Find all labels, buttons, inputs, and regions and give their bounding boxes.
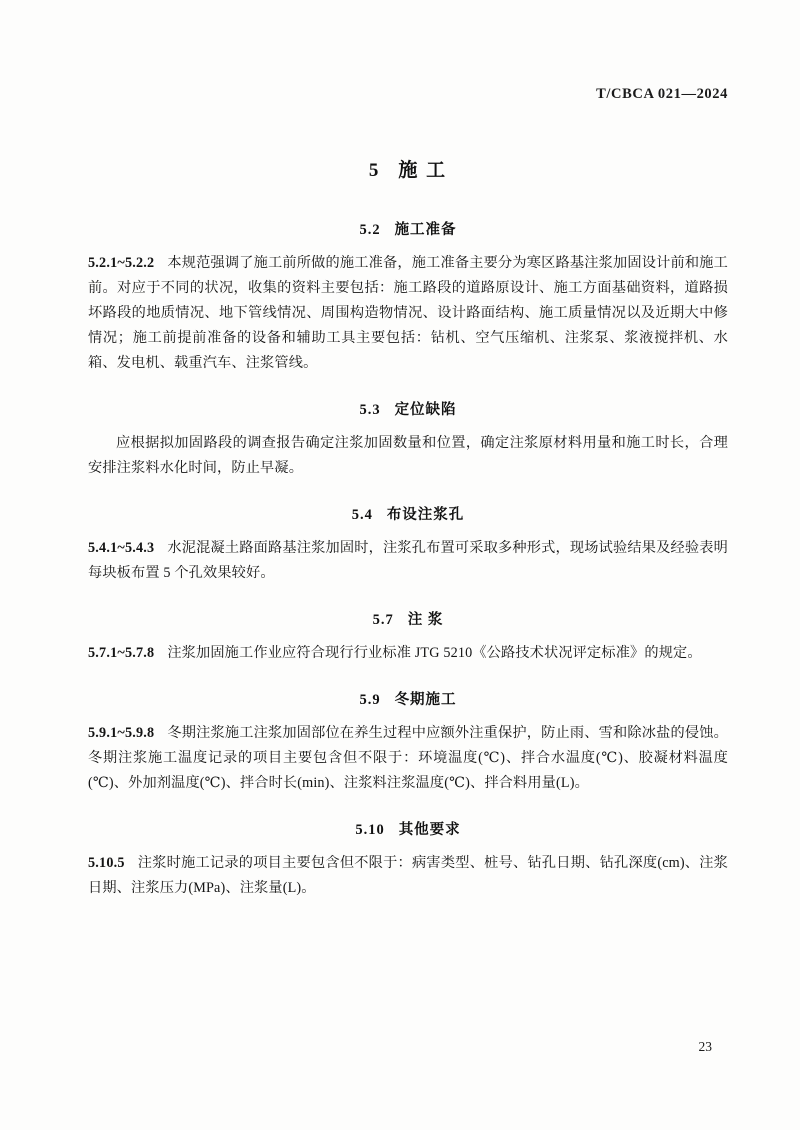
clause-number: 5.2.1~5.2.2 (88, 255, 155, 271)
running-header: T/CBCA 021—2024 (596, 86, 728, 102)
paragraph-text: 水泥混凝土路面路基注浆加固时，注浆孔布置可采取多种形式，现场试验结果及经验表明每块板布置 5 个孔效果较好。 (88, 540, 728, 581)
section-heading (88, 218, 728, 239)
section-title-text: 其他要求 (398, 822, 461, 838)
clause-number: 5.7.1~5.7.8 (88, 645, 155, 661)
section-title-text: 施工准备 (394, 222, 457, 238)
paragraph-text: 本规范强调了施工前所做的施工准备，施工准备主要分为寒区路基注浆加固设计前和施工前。对应于不同的状况，收集的资料主要包括：施工路段的道路原设计、施工方面基础资料，道路损坏路段的地质情况、地下管线情况、周围构造物情况、设计路面结构、施工质量情况以及近期大中修情况；施工前提前准备的设备和辅助工具主要包括：钻机、空气压缩机、注浆泵、浆液搅拌机、水箱、发电机、载重汽车、注浆管线。 (88, 255, 728, 371)
paragraph (88, 536, 728, 586)
clause-number: 5.9.1~5.9.8 (88, 725, 155, 741)
clause-number: 5.4.1~5.4.3 (88, 540, 155, 556)
section-5-4 (88, 503, 728, 586)
section-number: 5.3 (359, 402, 381, 418)
chapter-number: 5 (368, 160, 381, 181)
section-heading (88, 608, 728, 629)
paragraph-text: 冬期注浆施工注浆加固部位在养生过程中应额外注重保护，防止雨、雪和除冰盐的侵蚀。冬期注浆施工温度记录的项目主要包含但不限于：环境温度(℃)、拌合水温度(℃)、胶凝材料温度(℃)、外加剂温度(℃)、拌合时长(min)、注浆料注浆温度(℃)、拌合料用量(L)。 (88, 725, 728, 791)
section-number: 5.9 (359, 692, 381, 708)
page-number: 23 (698, 1039, 712, 1054)
paragraph (88, 641, 728, 666)
paragraph (88, 251, 728, 376)
section-5-9 (88, 688, 728, 796)
section-number: 5.7 (372, 612, 394, 628)
section-title-text: 冬期施工 (394, 692, 457, 708)
chapter-heading (88, 155, 728, 182)
chapter-title-text: 施 工 (398, 160, 448, 181)
section-heading (88, 503, 728, 524)
section-title-text: 注 浆 (407, 612, 444, 628)
paragraph-text: 注浆加固施工作业应符合现行行业标准 JTG 5210《公路技术状况评定标准》的规定。 (167, 645, 702, 661)
section-5-7 (88, 608, 728, 666)
paragraph (88, 431, 728, 481)
paragraph (88, 721, 728, 796)
paragraph-text: 注浆时施工记录的项目主要包含但不限于：病害类型、桩号、钻孔日期、钻孔深度(cm)、注浆日期、注浆压力(MPa)、注浆量(L)。 (88, 855, 728, 896)
paragraph-text: 应根据拟加固路段的调查报告确定注浆加固数量和位置，确定注浆原材料用量和施工时长，合理安排注浆料水化时间，防止早凝。 (88, 435, 728, 476)
clause-number: 5.10.5 (88, 855, 125, 871)
section-5-2 (88, 218, 728, 376)
section-heading (88, 688, 728, 709)
section-number: 5.10 (355, 822, 385, 838)
section-title-text: 定位缺陷 (394, 402, 457, 418)
section-heading (88, 818, 728, 839)
page-content (88, 86, 728, 907)
section-5-3 (88, 398, 728, 481)
section-number: 5.4 (351, 507, 373, 523)
section-5-10 (88, 818, 728, 901)
section-title-text: 布设注浆孔 (386, 507, 465, 523)
paragraph (88, 851, 728, 901)
section-heading (88, 398, 728, 419)
section-number: 5.2 (359, 222, 381, 238)
